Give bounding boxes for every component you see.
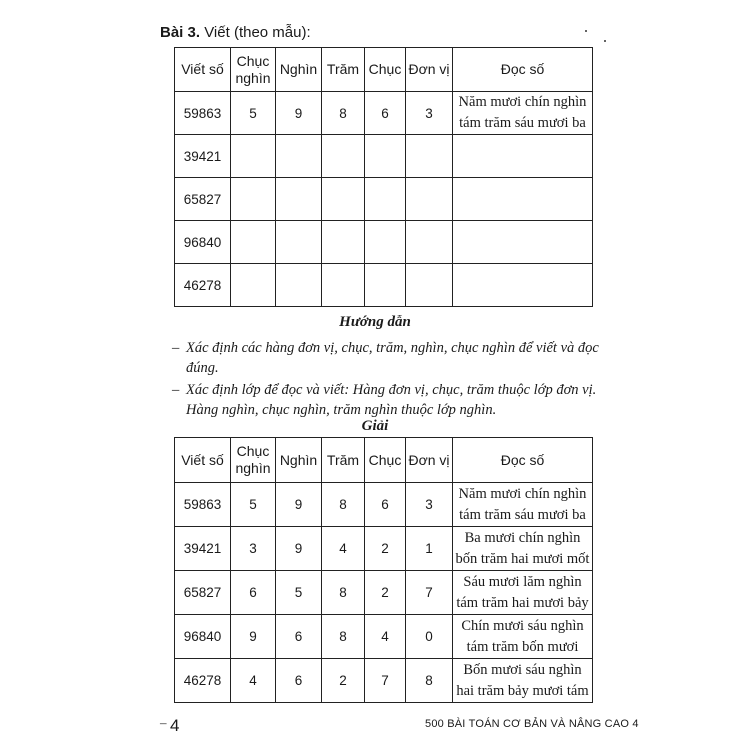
- header-tram: Trăm: [322, 48, 365, 92]
- cell-chuc: 6: [365, 92, 406, 135]
- guidance-item: [172, 338, 606, 378]
- cell-nghin: [276, 264, 322, 307]
- cell-chuc: 4: [365, 615, 406, 659]
- solution-table-body: [175, 483, 593, 703]
- cell-chuc-nghin: 4: [231, 659, 276, 703]
- guidance-title: Hướng dẫn: [339, 314, 411, 330]
- cell-chuc: [365, 264, 406, 307]
- cell-nghin: [276, 178, 322, 221]
- cell-nghin: [276, 221, 322, 264]
- cell-tram: 4: [322, 527, 365, 571]
- cell-don-vi: 3: [406, 483, 453, 527]
- table-row: [175, 527, 593, 571]
- table-row: [175, 659, 593, 703]
- table-row: [175, 571, 593, 615]
- cell-chuc-nghin: [231, 264, 276, 307]
- cell-nghin: [276, 135, 322, 178]
- exercise-table-body: [175, 92, 593, 307]
- guidance-text: Xác định lớp để đọc và viết: Hàng đơn vị, chục, trăm thuộc lớp đơn vị. Hàng nghìn, chục nghìn, trăm nghìn thuộc lớp nghìn.: [186, 382, 597, 418]
- cell-don-vi: 7: [406, 571, 453, 615]
- header-nghin: Nghìn: [276, 48, 322, 92]
- cell-viet-so: 39421: [175, 135, 231, 178]
- cell-tram: [322, 135, 365, 178]
- exercise-label: Bài 3.: [160, 24, 201, 41]
- guidance-text: Xác định các hàng đơn vị, chục, trăm, nghìn, chục nghìn để viết và đọc đúng.: [186, 340, 599, 376]
- header-tram: Trăm: [322, 438, 365, 483]
- cell-don-vi: 1: [406, 527, 453, 571]
- cell-doc-so: Chín mươi sáu nghìn tám trăm bốn mươi: [453, 615, 593, 659]
- table-row: [175, 178, 593, 221]
- book-title: 500 BÀI TOÁN CƠ BẢN VÀ NÂNG CAO 4: [425, 718, 639, 730]
- table-row: [175, 615, 593, 659]
- footer-mark: –: [160, 715, 167, 730]
- cell-chuc-nghin: 5: [231, 483, 276, 527]
- cell-nghin: 6: [276, 615, 322, 659]
- header-viet-so: Viết số: [175, 438, 231, 483]
- cell-tram: 8: [322, 92, 365, 135]
- header-doc-so: Đọc số: [453, 48, 593, 92]
- cell-don-vi: 8: [406, 659, 453, 703]
- cell-nghin: 9: [276, 92, 322, 135]
- cell-nghin: 9: [276, 527, 322, 571]
- cell-chuc: 2: [365, 527, 406, 571]
- cell-tram: 8: [322, 483, 365, 527]
- page-number: 4: [170, 716, 180, 735]
- print-speck: [585, 30, 587, 32]
- cell-don-vi: [406, 221, 453, 264]
- header-doc-so: Đọc số: [453, 438, 593, 483]
- cell-chuc: 7: [365, 659, 406, 703]
- cell-tram: [322, 264, 365, 307]
- header-don-vi: Đơn vị: [406, 438, 453, 483]
- cell-doc-so: Bốn mươi sáu nghìn hai trăm bảy mươi tám: [453, 659, 593, 703]
- table-header-row: [175, 438, 593, 483]
- cell-chuc: [365, 178, 406, 221]
- cell-don-vi: 3: [406, 92, 453, 135]
- cell-viet-so: 59863: [175, 92, 231, 135]
- cell-tram: [322, 178, 365, 221]
- exercise-heading: [160, 24, 311, 41]
- table-row: [175, 221, 593, 264]
- cell-chuc-nghin: 9: [231, 615, 276, 659]
- cell-viet-so: 39421: [175, 527, 231, 571]
- solution-title: Giải: [361, 418, 389, 434]
- cell-viet-so: 96840: [175, 615, 231, 659]
- cell-don-vi: [406, 178, 453, 221]
- cell-chuc-nghin: 6: [231, 571, 276, 615]
- cell-chuc-nghin: 3: [231, 527, 276, 571]
- list-dash: –: [172, 340, 180, 356]
- header-chuc-nghin: Chục nghìn: [231, 48, 276, 92]
- cell-nghin: 5: [276, 571, 322, 615]
- cell-viet-so: 65827: [175, 571, 231, 615]
- cell-don-vi: [406, 264, 453, 307]
- cell-viet-so: 46278: [175, 264, 231, 307]
- cell-don-vi: [406, 135, 453, 178]
- cell-doc-so: Năm mươi chín nghìn tám trăm sáu mươi ba: [453, 483, 593, 527]
- header-chuc: Chục: [365, 48, 406, 92]
- guidance-item: [172, 380, 606, 420]
- cell-chuc-nghin: 5: [231, 92, 276, 135]
- exercise-instruction: Viết (theo mẫu):: [204, 24, 311, 41]
- cell-viet-so: 96840: [175, 221, 231, 264]
- cell-don-vi: 0: [406, 615, 453, 659]
- cell-doc-so: [453, 178, 593, 221]
- header-viet-so: Viết số: [175, 48, 231, 92]
- cell-chuc-nghin: [231, 135, 276, 178]
- cell-chuc: 2: [365, 571, 406, 615]
- cell-chuc: [365, 135, 406, 178]
- cell-viet-so: 59863: [175, 483, 231, 527]
- cell-doc-so: Ba mươi chín nghìn bốn trăm hai mươi mốt: [453, 527, 593, 571]
- table-header-row: [175, 48, 593, 92]
- cell-doc-so: Sáu mươi lăm nghìn tám trăm hai mươi bảy: [453, 571, 593, 615]
- cell-viet-so: 46278: [175, 659, 231, 703]
- cell-nghin: 6: [276, 659, 322, 703]
- cell-viet-so: 65827: [175, 178, 231, 221]
- exercise-table: [174, 47, 593, 307]
- header-don-vi: Đơn vị: [406, 48, 453, 92]
- solution-table: [174, 437, 593, 703]
- cell-doc-so: [453, 135, 593, 178]
- header-chuc-nghin: Chục nghìn: [231, 438, 276, 483]
- header-chuc: Chục: [365, 438, 406, 483]
- header-nghin: Nghìn: [276, 438, 322, 483]
- cell-chuc: [365, 221, 406, 264]
- cell-tram: 2: [322, 659, 365, 703]
- cell-chuc: 6: [365, 483, 406, 527]
- cell-chuc-nghin: [231, 221, 276, 264]
- cell-doc-so: [453, 264, 593, 307]
- print-speck: [604, 40, 606, 42]
- table-row: [175, 264, 593, 307]
- table-row: [175, 483, 593, 527]
- table-row: [175, 92, 593, 135]
- cell-doc-so: [453, 221, 593, 264]
- cell-tram: 8: [322, 571, 365, 615]
- cell-chuc-nghin: [231, 178, 276, 221]
- cell-doc-so: Năm mươi chín nghìn tám trăm sáu mươi ba: [453, 92, 593, 135]
- cell-tram: [322, 221, 365, 264]
- cell-tram: 8: [322, 615, 365, 659]
- list-dash: –: [172, 382, 180, 398]
- cell-nghin: 9: [276, 483, 322, 527]
- table-row: [175, 135, 593, 178]
